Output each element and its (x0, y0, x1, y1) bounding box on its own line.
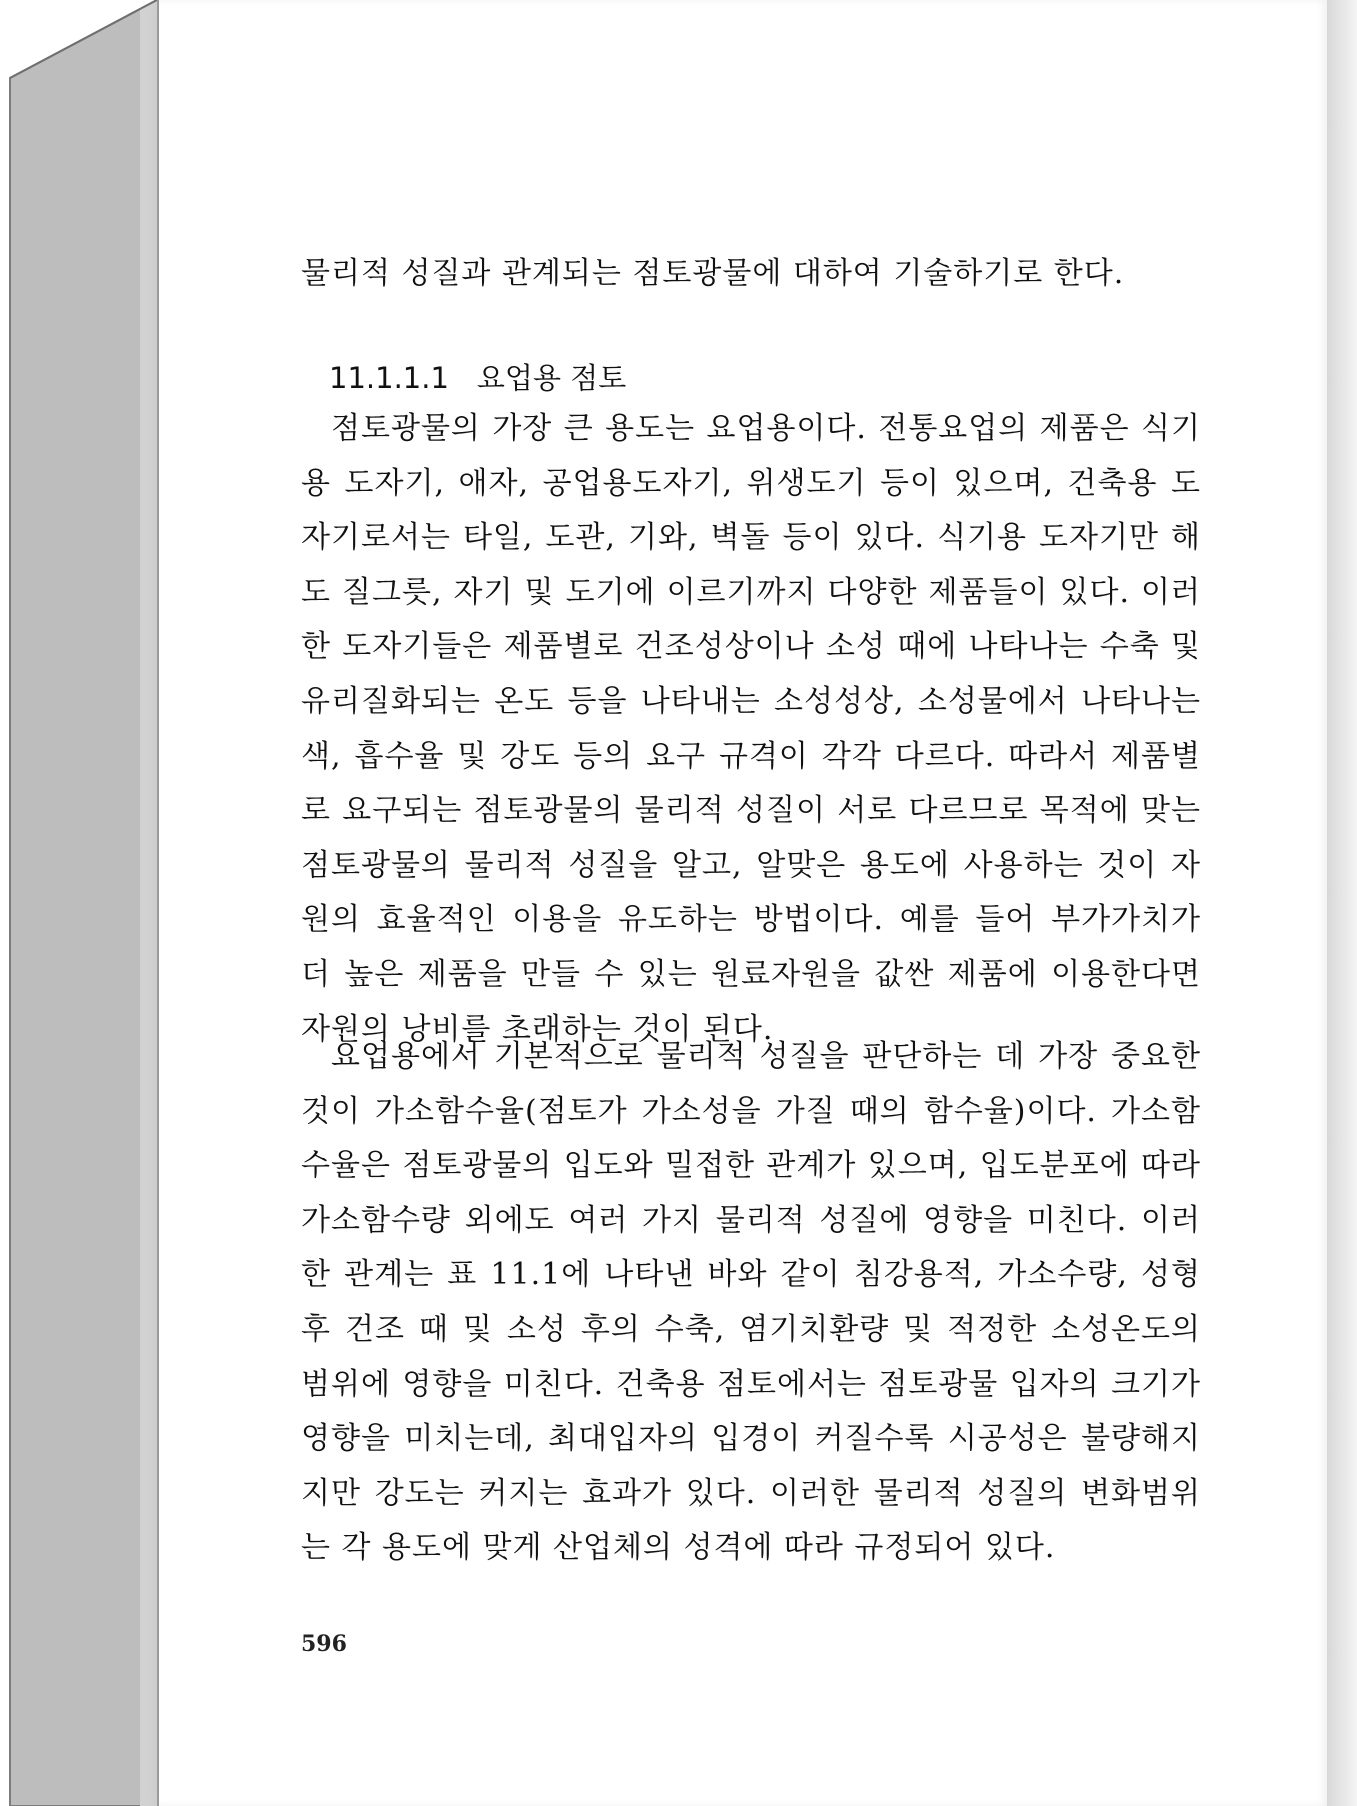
page-number: 596 (301, 1631, 347, 1657)
paragraph: 점토광물의 가장 큰 용도는 요업용이다. 전통요업의 제품은 식기용 도자기, 애자, 공업용도자기, 위생도기 등이 있으며, 건축용 도자기로서는 타일, 도관, 기와, 벽돌 등이 있다. 식기용 도자기만 해도 질그릇, 자기 및 도기에 이르기까지 다양한 제품들이 있다. 이러한 도자기들은 제품별로 건조성상이나 소성 때에 나타나는 수축 및 유리질화되는 온도 등을 나타내는 소성성상, 소성물에서 나타나는 색, 흡수율 및 강도 등의 요구 규격이 각각 다르다. 따라서 제품별로 요구되는 점토광물의 물리적 성질이 서로 다르므로 목적에 맞는 점토광물의 물리적 성질을 알고, 알맞은 용도에 사용하는 것이 자원의 효율적인 이용을 유도하는 방법이다. 예를 들어 부가가치가 더 높은 제품을 만들 수 있는 원료자원을 값싼 제품에 이용한다면 자원의 낭비를 초래하는 것이 된다. (301, 411, 1201, 1047)
book-page (157, 0, 1329, 1806)
section-title: 요업용 점토 (476, 361, 627, 395)
section-heading (329, 356, 626, 400)
paragraph: 요업용에서 기본적으로 물리적 성질을 판단하는 데 가장 중요한 것이 가소함수율(점토가 가소성을 가질 때의 함수율)이다. 가소함수율은 점토광물의 입도와 밀접한 관계가 있으며, 입도분포에 따라 가소함수량 외에도 여러 가지 물리적 성질에 영향을 미친다. 이러한 관계는 표 11.1에 나타낸 바와 같이 침강용적, 가소수량, 성형 후 건조 때 및 소성 후의 수축, 염기치환량 및 적정한 소성온도의 범위에 영향을 미친다. 건축용 점토에서는 점토광물 입자의 크기가 영향을 미치는데, 최대입자의 입경이 커질수록 시공성은 불량해지지만 강도는 커지는 효과가 있다. 이러한 물리적 성질의 변화범위는 각 용도에 맞게 산업체의 성격에 따라 규정되어 있다. (301, 1039, 1201, 1566)
section-number: 11.1.1.1 (329, 361, 449, 395)
page-edge (1327, 0, 1357, 1806)
lead-line: 물리적 성질과 관계되는 점토광물에 대하여 기술하기로 한다. (301, 256, 1125, 291)
